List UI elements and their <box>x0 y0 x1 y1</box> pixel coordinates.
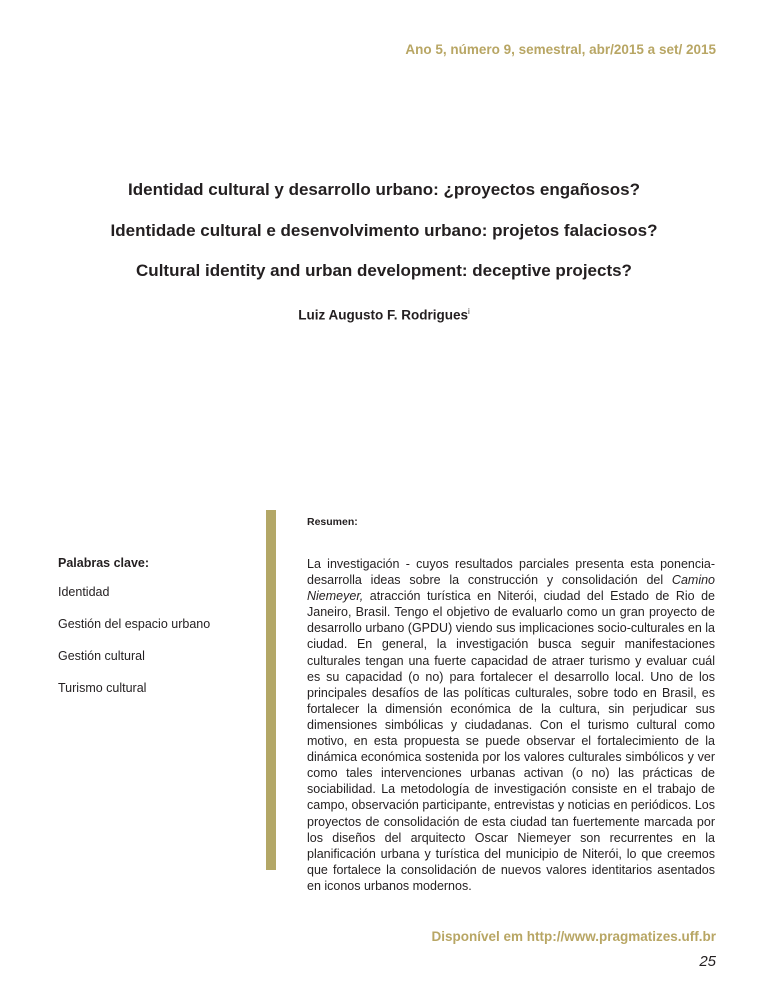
keyword-item: Gestión del espacio urbano <box>58 617 211 631</box>
journal-issue-header: Ano 5, número 9, semestral, abr/2015 a set/ 2015 <box>405 42 716 57</box>
abstract-label: Resumen: <box>307 516 358 528</box>
title-english: Cultural identity and urban development: deceptive projects? <box>136 261 632 280</box>
abstract-text-part-2: atracción turística en Niterói, ciudad del Estado de Rio de Janeiro, Brasil. Tengo el objetivo de evaluarlo como un gran proyecto de desarrollo urbano (GPDU) viendo sus implicaciones socio-culturales en la ciudad. En general, la investigación busca seguir manifestaciones culturales tengan una fuerte capacidad de atraer turismo y evaluar cuál es su capacidad (o no) para fortalecer el desarrollo local. Uno de los principales desafíos de las políticas culturales, sobre todo en Brasil, es fortalecer la dimensión económica de la cultura, sin perjudicar sus dimensiones simbólicas y ciudadanas. Con el turismo cultural como motivo, en esta propuesta se puede observar el fortalecimiento de la dinámica económica sostenida por los valores culturales simbólicos y ver como tales intervenciones urbanas activan (o no) las prácticas de sociabilidad. La metodología de investigación consiste en el trabajo de campo, observación participante, entrevistas y noticias en periódicos. Los proyectos de consolidación de esta ciudad tan fuertemente marcada por los diseños del arquitecto Oscar Niemeyer son recurrentes en la planificación urbana y turística del municipio de Niterói, lo que creemos que fortalece la consolidación de nuevos valores identitarios asentados en iconos urbanos modernos. <box>307 589 715 893</box>
author-line <box>0 307 768 323</box>
keyword-item: Identidad <box>58 585 110 599</box>
author-name: Luiz Augusto F. Rodrigues <box>298 307 468 323</box>
abstract-body <box>307 556 715 894</box>
abstract-emphasis: Camino Niemeyer, <box>307 573 715 604</box>
abstract-text-part-1: La investigación - cuyos resultados parciales presenta esta ponencia- desarrolla ideas sobre la construcción y consolidación del <box>307 557 715 588</box>
availability-link[interactable]: Disponível em http://www.pragmatizes.uff.br <box>431 929 716 944</box>
page-number: 25 <box>699 953 716 970</box>
keyword-item: Gestión cultural <box>58 649 145 663</box>
keywords-label: Palabras clave: <box>58 556 150 570</box>
title-spanish: Identidad cultural y desarrollo urbano: ¿proyectos engañosos? <box>128 180 640 199</box>
abstract-accent-bar <box>266 510 276 870</box>
keyword-item: Turismo cultural <box>58 681 147 695</box>
keywords-list <box>58 585 228 713</box>
title-portuguese: Identidade cultural e desenvolvimento urbano: projetos falaciosos? <box>110 221 658 240</box>
author-footnote-mark: i <box>467 307 470 316</box>
